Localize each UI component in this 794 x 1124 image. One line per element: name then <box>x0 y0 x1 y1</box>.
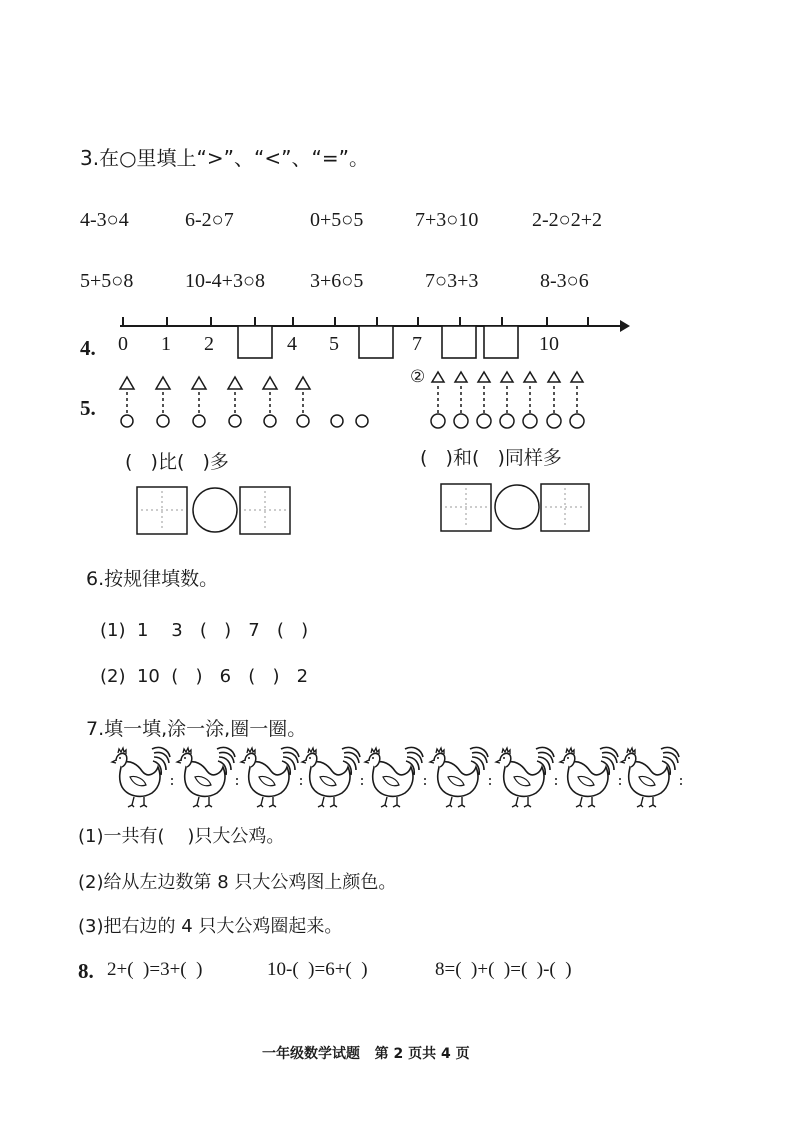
q3-expr-1-1: 4-3○4 <box>80 209 129 231</box>
q8-expr-1: 2+( )=3+( ) <box>107 959 203 980</box>
q3-expr-1-3: 0+5○5 <box>310 209 364 231</box>
rooster-3 <box>241 747 302 807</box>
q6-line-2: (2) 10 ( ) 6 ( ) 2 <box>100 666 309 687</box>
q4-label-10: 10 <box>539 333 559 355</box>
q5-right-prompt: ( )和( )同样多 <box>420 447 562 469</box>
q7-line-1: (1)一共有( )只大公鸡。 <box>78 826 285 847</box>
q6-line-1: (1) 1 3 ( ) 7 ( ) <box>100 620 309 641</box>
rooster-9 <box>621 747 682 807</box>
rooster-6 <box>430 747 491 807</box>
q3-expr-2-4: 7○3+3 <box>425 270 479 292</box>
q8-expr-2: 10-( )=6+( ) <box>267 959 368 980</box>
q5-left-prompt: ( )比( )多 <box>125 451 229 473</box>
q3-expr-1-5: 2-2○2+2 <box>532 209 603 231</box>
q8-number: 8. <box>78 959 94 983</box>
q5-right-circled-2: ② <box>410 367 426 387</box>
rooster-8 <box>560 747 621 807</box>
q3-expr-2-2: 10-4+3○8 <box>185 270 266 292</box>
q7-title: 7.填一填,涂一涂,圈一圈。 <box>86 718 307 740</box>
q4-label-2: 2 <box>204 333 214 355</box>
q4-number: 4. <box>80 336 96 360</box>
q3-expr-1-4: 7+3○10 <box>415 209 479 231</box>
q3-expr-2-5: 8-3○6 <box>540 270 589 292</box>
q3-title: 3.在○里填上“>”、“<”、“=”。 <box>80 146 369 170</box>
rooster-1 <box>112 747 173 807</box>
rooster-7 <box>496 747 557 807</box>
rooster-5 <box>365 747 426 807</box>
page-footer: 一年级数学试题 第 2 页共 4 页 <box>262 1046 470 1062</box>
q7-line-3: (3)把右边的 4 只大公鸡圈起来。 <box>78 916 343 937</box>
q4-label-1: 1 <box>161 333 171 355</box>
rooster-4 <box>302 747 363 807</box>
q4-label-7: 7 <box>412 333 422 355</box>
q4-label-4: 4 <box>287 333 297 355</box>
q4-label-5: 5 <box>329 333 339 355</box>
q3-expr-2-1: 5+5○8 <box>80 270 134 292</box>
q8-expr-3: 8=( )+( )=( )-( ) <box>435 959 572 980</box>
q3-expr-2-3: 3+6○5 <box>310 270 364 292</box>
q5-number: 5. <box>80 396 96 420</box>
q3-expr-1-2: 6-2○7 <box>185 209 234 231</box>
q4-label-0: 0 <box>118 333 128 355</box>
q6-title: 6.按规律填数。 <box>86 568 219 590</box>
q7-line-2: (2)给从左边数第 8 只大公鸡图上颜色。 <box>78 872 397 893</box>
rooster-2 <box>177 747 238 807</box>
